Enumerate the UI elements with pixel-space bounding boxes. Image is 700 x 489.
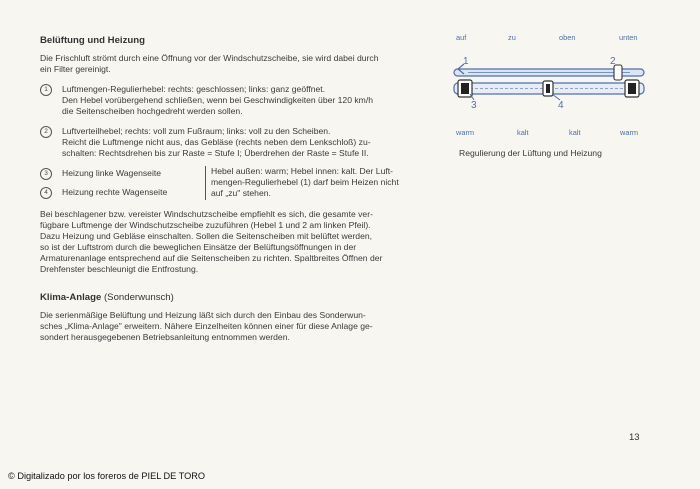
paragraph-line: Armaturenanlage entsprechend auf die Seitenscheiben zu richten. Spaltbreites Öffnen der: [40, 253, 383, 263]
figure-label-kalt-left: kalt: [517, 128, 529, 137]
item-2-line: Luftverteilhebel; rechts: voll zum Fußraum; links: voll zu den Scheiben.: [62, 126, 331, 136]
paragraph-line: fügbare Luftmenge der Windschutzscheibe zuzuführen (Hebel 1 und 2 am linken Pfeil).: [40, 220, 371, 230]
page-number: 13: [629, 432, 640, 443]
digitization-credit: © Digitalizado por los foreros de PIEL DE TORO: [8, 471, 206, 481]
figure-caption: Regulierung der Lüftung und Heizung: [459, 148, 602, 158]
callout-2: 2: [610, 56, 616, 67]
figure-label-warm-right: warm: [620, 128, 639, 137]
klima-title: Klima-Anlage: [40, 292, 102, 303]
bracket-divider: [205, 166, 206, 200]
figure-label-warm-left: warm: [456, 128, 475, 137]
item-1-line: die Seitenscheiben hochgedreht werden sollen.: [62, 106, 243, 116]
item-2-line: schalten: Rechtsdrehen bis zur Raste = Stufe I; Überdrehen der Raste = Stufe II.: [62, 148, 369, 158]
figure-label-kalt-right: kalt: [569, 128, 581, 137]
section-title-belueftung: Belüftung und Heizung: [40, 35, 145, 46]
item-number-3: 3: [40, 168, 52, 180]
item-number-1: 1: [40, 84, 52, 96]
ventilation-control-panel-illustration: [450, 50, 650, 112]
klima-line: sches „Klima-Anlage" erweitern. Nähere Einzelheiten können einer für diese Anlage ge-: [40, 321, 373, 331]
figure-label-unten: unten: [619, 33, 638, 42]
figure-label-zu: zu: [508, 33, 516, 42]
item-3-label: Heizung linke Wagenseite: [62, 168, 162, 178]
intro-line: ein Filter gereinigt.: [40, 64, 111, 74]
callout-1: 1: [463, 56, 469, 67]
item-1-line: Luftmengen-Regulierhebel: rechts: geschlossen; links: ganz geöffnet.: [62, 84, 326, 94]
item-number-2: 2: [40, 126, 52, 138]
paragraph-line: so ist der Luftstrom durch die beweglichen Einsätze der Belüftungsöffnungen in der: [40, 242, 357, 252]
figure-label-oben: oben: [559, 33, 576, 42]
items-3-4-desc: Hebel außen: warm; Hebel innen: kalt. Der Luft-: [211, 166, 393, 176]
items-3-4-desc: mengen-Regulierhebel (1) darf beim Heizen nicht: [211, 177, 399, 187]
item-2-line: Reicht die Luftmenge nicht aus, das Gebläse (rechts neben dem Lenkschloß) zu-: [62, 137, 371, 147]
klima-line: sondert herausgegebenen Betriebsanleitung entnommen werden.: [40, 332, 290, 342]
paragraph-line: Drehfenster beschleunigt die Entfrostung.: [40, 264, 199, 274]
callout-4: 4: [558, 100, 564, 111]
items-3-4-desc: auf „zu" stehen.: [211, 188, 271, 198]
intro-line: Die Frischluft strömt durch eine Öffnung vor der Windschutzscheibe, sie wird dabei durch: [40, 53, 379, 63]
item-1-line: Den Hebel vorübergehend schließen, wenn bei Geschwindigkeiten über 120 km/h: [62, 95, 373, 105]
item-number-4: 4: [40, 187, 52, 199]
paragraph-line: Bei beschlagener bzw. vereister Windschutzscheibe empfiehlt es sich, die gesamte ver-: [40, 209, 373, 219]
callout-3: 3: [471, 100, 477, 111]
klima-line: Die serienmäßige Belüftung und Heizung läßt sich durch den Einbau des Sonderwun-: [40, 310, 366, 320]
figure-label-auf: auf: [456, 33, 467, 42]
item-4-label: Heizung rechte Wagenseite: [62, 187, 168, 197]
paragraph-line: Dazu Heizung und Gebläse einschalten. Sollen die Seitenscheiben mit belüftet werden,: [40, 231, 373, 241]
section-title-klima: [40, 292, 174, 303]
klima-title-suffix: (Sonderwunsch): [101, 292, 174, 303]
